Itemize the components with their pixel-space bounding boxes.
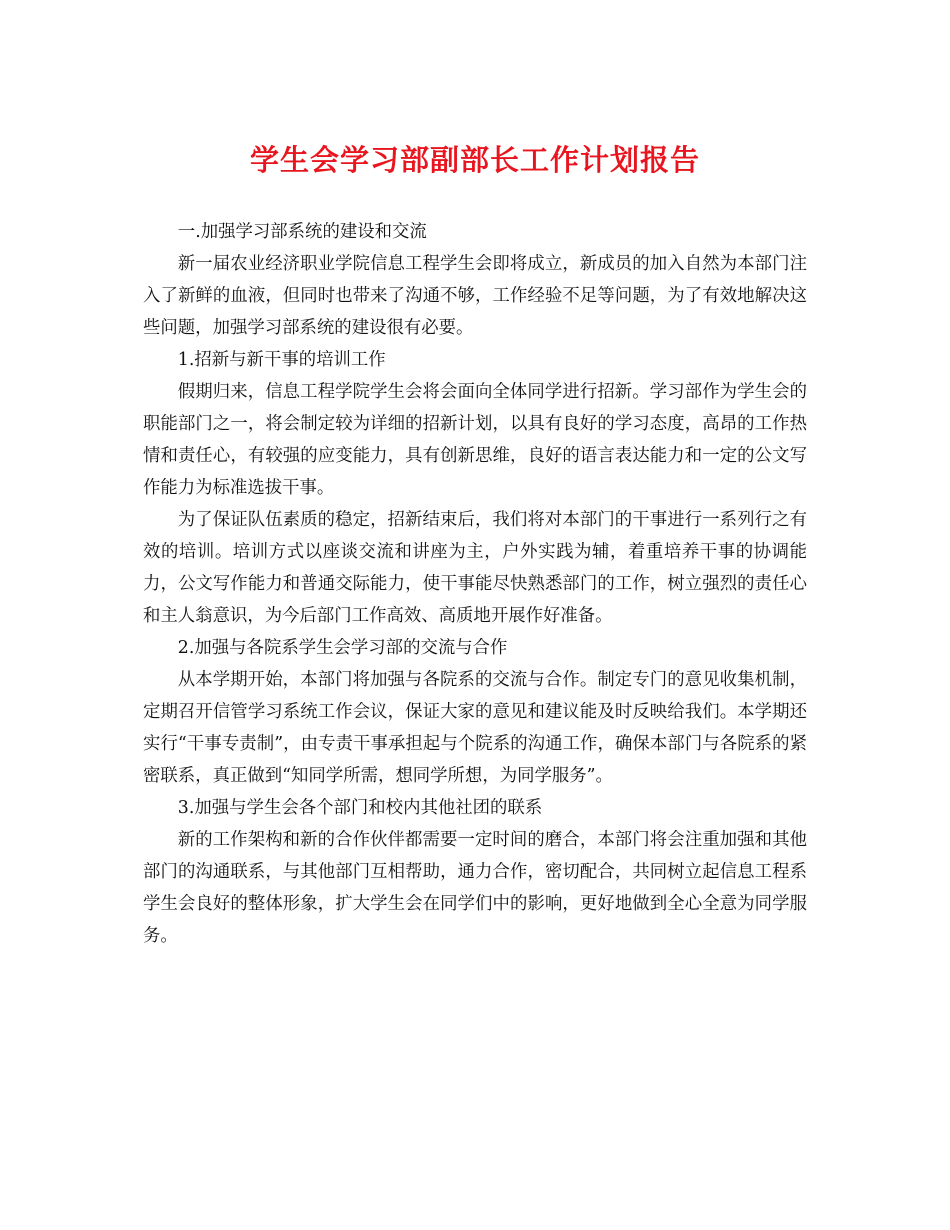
body-paragraph: 从本学期开始，本部门将加强与各院系的交流与合作。制定专门的意见收集机制，定期召开信管学习系统工作会议，保证大家的意见和建议能及时反映给我们。本学期还实行“干事专责制”，由专责干事承担起与个院系的沟通工作，确保本部门与各院系的紧密联系，真正做到“知同学所需，想同学所想，为同学服务”。 [143, 670, 807, 786]
subsection-heading-1: 1.招新与新干事的培训工作 [177, 350, 386, 370]
body-paragraph: 新的工作架构和新的合作伙伴都需要一定时间的磨合，本部门将会注重加强和其他部门的沟通联系，与其他部门互相帮助，通力合作，密切配合，共同树立起信息工程系学生会良好的整体形象，扩大学生会在同学们中的影响，更好地做到全心全意为同学服务。 [143, 830, 807, 946]
body-paragraph: 假期归来，信息工程学院学生会将会面向全体同学进行招新。学习部作为学生会的职能部门之一，将会制定较为详细的招新计划，以具有良好的学习态度，高昂的工作热情和责任心，有较强的应变能力，具有创新思维，良好的语言表达能力和一定的公文写作能力为标准选拔干事。 [143, 382, 807, 498]
body-paragraph: 新一届农业经济职业学院信息工程学生会即将成立，新成员的加入自然为本部门注入了新鲜的血液，但同时也带来了沟通不够，工作经验不足等问题，为了有效地解决这些问题，加强学习部系统的建设很有必要。 [143, 254, 807, 338]
document-title: 学生会学习部副部长工作计划报告 [249, 143, 700, 177]
subsection-heading-2: 2.加强与各院系学生会学习部的交流与合作 [177, 638, 508, 658]
section-heading-1: 一.加强学习部系统的建设和交流 [177, 222, 427, 242]
body-paragraph: 为了保证队伍素质的稳定，招新结束后，我们将对本部门的干事进行一系列行之有效的培训。培训方式以座谈交流和讲座为主，户外实践为辅，着重培养干事的协调能力，公文写作能力和普通交际能力，使干事能尽快熟悉部门的工作，树立强烈的责任心和主人翁意识，为今后部门工作高效、高质地开展作好准备。 [143, 510, 807, 626]
document-body [143, 216, 807, 952]
subsection-heading-3: 3.加强与学生会各个部门和校内其他社团的联系 [177, 798, 543, 818]
